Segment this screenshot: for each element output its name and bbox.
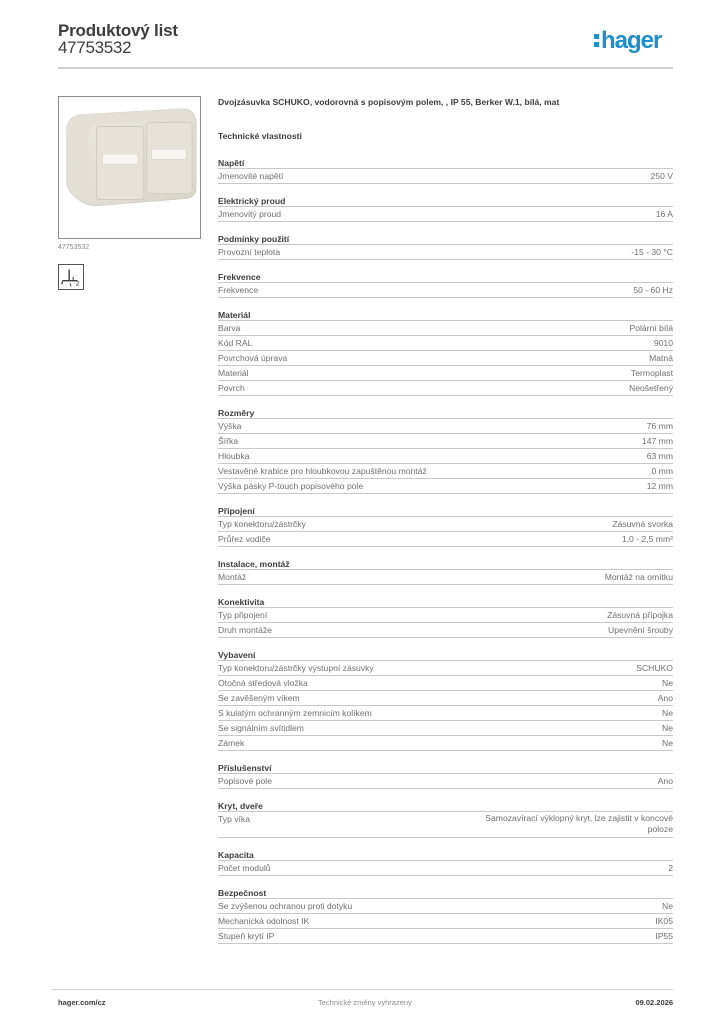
- spec-label: Typ konektoru/zástrčky výstupní zásuvky: [218, 663, 374, 673]
- spec-label: Materiál: [218, 368, 249, 378]
- spec-section: [218, 504, 673, 547]
- spec-row: [218, 245, 673, 260]
- spec-label: Počet modulů: [218, 863, 271, 873]
- product-image: [58, 96, 201, 239]
- spec-value: Ne: [662, 738, 673, 748]
- spec-row: [218, 914, 673, 929]
- spec-label: Jmenovitý proud: [218, 209, 282, 219]
- spec-value: -15 - 30 °C: [631, 247, 673, 257]
- spec-value: 0 mm: [651, 466, 673, 476]
- spec-row: [218, 676, 673, 691]
- section-title: Konektivita: [218, 595, 673, 608]
- spec-value: Montáž na omítku: [604, 572, 673, 582]
- spec-row: [218, 517, 673, 532]
- spec-value: Ne: [662, 678, 673, 688]
- spec-label: Průřez vodiče: [218, 534, 271, 544]
- spec-section: [218, 848, 673, 876]
- footer-divider: [52, 989, 673, 990]
- spec-value: 50 - 60 Hz: [633, 285, 673, 295]
- spec-label: Zámek: [218, 738, 245, 748]
- spec-row: [218, 366, 673, 381]
- spec-row: [218, 929, 673, 944]
- spec-row: [218, 661, 673, 676]
- spec-row: [218, 351, 673, 366]
- section-title: Materiál: [218, 308, 673, 321]
- spec-label: Montáž: [218, 572, 247, 582]
- spec-row: [218, 706, 673, 721]
- section-title: Frekvence: [218, 270, 673, 283]
- spec-value: Polární bílá: [629, 323, 673, 333]
- spec-value: IP55: [655, 931, 673, 941]
- product-number: 47753532: [58, 38, 132, 57]
- spec-value: SCHUKO: [636, 663, 673, 673]
- spec-row: [218, 623, 673, 638]
- spec-row: [218, 464, 673, 479]
- footer-notice: Technické změny vyhrazeny: [318, 998, 412, 1007]
- spec-row: [218, 449, 673, 464]
- spec-value: Neošetřený: [629, 383, 673, 393]
- spec-section: [218, 886, 673, 944]
- spec-row: [218, 321, 673, 336]
- spec-label: Typ připojení: [218, 610, 268, 620]
- spec-label: Druh montáže: [218, 625, 272, 635]
- spec-section: [218, 648, 673, 751]
- spec-row: [218, 419, 673, 434]
- spec-row: [218, 608, 673, 623]
- spec-label: Frekvence: [218, 285, 259, 295]
- spec-section: [218, 595, 673, 638]
- specs-table: [218, 156, 673, 954]
- section-title: Příslušenství: [218, 761, 673, 774]
- section-title: Rozměry: [218, 406, 673, 419]
- spec-row: [218, 899, 673, 914]
- spec-label: Mechanická odolnost IK: [218, 916, 310, 926]
- spec-row: [218, 861, 673, 876]
- spec-row: [218, 736, 673, 751]
- spec-label: Kód RAL: [218, 338, 253, 348]
- section-title: Kapacita: [218, 848, 673, 861]
- spec-section: [218, 761, 673, 789]
- spec-value: Zásuvná svorka: [612, 519, 673, 529]
- spec-row: [218, 479, 673, 494]
- spec-value: 63 mm: [646, 451, 673, 461]
- spec-label: Se zvýšenou ochranou proti dotyku: [218, 901, 353, 911]
- page-title: Produktový list: [58, 21, 178, 40]
- spec-section: [218, 308, 673, 396]
- spec-label: Výška pásky P-touch popisového pole: [218, 481, 364, 491]
- hager-logo: [594, 27, 661, 55]
- svg-text:2: 2: [75, 279, 80, 288]
- spec-value: Samozavírací výklopný kryt, lze zajistit v koncové poloze: [485, 813, 673, 834]
- spec-value: 16 A: [655, 209, 673, 219]
- spec-section: [218, 232, 673, 260]
- spec-section: [218, 156, 673, 184]
- spec-label: Stupeň krytí IP: [218, 931, 275, 941]
- spec-label: Povrch: [218, 383, 245, 393]
- spec-row: [218, 774, 673, 789]
- section-title: Instalace, montáž: [218, 557, 673, 570]
- spec-row: [218, 336, 673, 351]
- double-socket-illustration: [59, 97, 200, 238]
- spec-value: 76 mm: [646, 421, 673, 431]
- section-title: Bezpečnost: [218, 886, 673, 899]
- spec-value: Ano: [657, 693, 673, 703]
- header-divider: [58, 67, 673, 69]
- image-caption: 47753532: [58, 244, 90, 251]
- spec-label: Typ víka: [218, 814, 250, 824]
- spec-value: Ne: [662, 723, 673, 733]
- spec-label: Jmenovité napětí: [218, 171, 284, 181]
- spec-value: Ne: [662, 708, 673, 718]
- spec-label: Typ konektoru/zástrčky: [218, 519, 306, 529]
- spec-value: 2: [668, 863, 673, 873]
- spec-label: Provozní teplota: [218, 247, 281, 257]
- spec-value: Zásuvná přípojka: [607, 610, 673, 620]
- footer-website-link[interactable]: hager.com/cz: [58, 998, 106, 1007]
- spec-row: [218, 532, 673, 547]
- spec-value: Ano: [657, 776, 673, 786]
- spec-label: Výška: [218, 421, 242, 431]
- spec-section: [218, 557, 673, 585]
- spec-value: 250 V: [650, 171, 673, 181]
- spec-value: 12 mm: [646, 481, 673, 491]
- spec-row: [218, 570, 673, 585]
- spec-section: [218, 194, 673, 222]
- spec-value: 147 mm: [641, 436, 673, 446]
- spec-section: [218, 406, 673, 494]
- spec-row: [218, 721, 673, 736]
- spec-row: [218, 207, 673, 222]
- spec-row: [218, 381, 673, 396]
- spec-label: S kulatým ochranným zemnicím kolíkem: [218, 708, 372, 718]
- spec-label: Se zavěšeným víkem: [218, 693, 300, 703]
- spec-value: 1,0 - 2,5 mm²: [621, 534, 673, 544]
- spec-label: Vestavěné krabice pro hloubkovou zapuštěnou montáž: [218, 466, 427, 476]
- spec-row: [218, 691, 673, 706]
- spec-label: Hloubka: [218, 451, 250, 461]
- spec-value: 9010: [653, 338, 673, 348]
- section-title: Připojení: [218, 504, 673, 517]
- spec-label: Se signálním svítidlem: [218, 723, 304, 733]
- spec-section: [218, 799, 673, 838]
- spec-value: Upevnění šrouby: [608, 625, 673, 635]
- spec-label: Povrchová úprava: [218, 353, 288, 363]
- technical-heading: Technické vlastnosti: [218, 131, 302, 141]
- spec-value: Matná: [649, 353, 673, 363]
- section-title: Vybavení: [218, 648, 673, 661]
- spec-row: [218, 169, 673, 184]
- section-title: Kryt, dveře: [218, 799, 673, 812]
- footer-date: 09.02.2026: [635, 998, 673, 1007]
- section-title: Podmínky použití: [218, 232, 673, 245]
- spec-value: Ne: [662, 901, 673, 911]
- spec-label: Otočná středová vložka: [218, 678, 308, 688]
- product-description: Dvojzásuvka SCHUKO, vodorovná s popisovým polem, , IP 55, Berker W.1, bílá, mat: [218, 97, 560, 107]
- section-title: Napětí: [218, 156, 673, 169]
- section-title: Elektrický proud: [218, 194, 673, 207]
- logo-colon-icon: [594, 32, 599, 48]
- ip-protection-drip-icon: [58, 264, 84, 290]
- spec-row: [218, 434, 673, 449]
- spec-label: Popisové pole: [218, 776, 272, 786]
- spec-row: [218, 812, 673, 838]
- logo-text: hager: [601, 27, 662, 54]
- spec-section: [218, 270, 673, 298]
- spec-value: Termoplast: [630, 368, 673, 378]
- spec-value: IK05: [655, 916, 673, 926]
- spec-label: Šířka: [218, 436, 239, 446]
- spec-row: [218, 283, 673, 298]
- spec-label: Barva: [218, 323, 241, 333]
